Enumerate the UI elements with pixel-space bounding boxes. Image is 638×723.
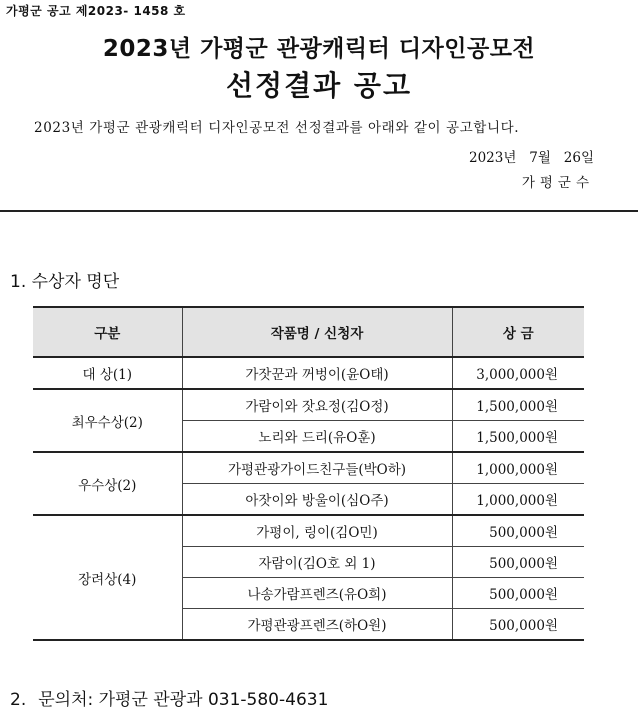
contact-text: 문의처: 가평군 관광과 031-580-4631 <box>38 690 329 710</box>
prize-amount: 1,000,000원 <box>452 452 584 484</box>
intro-text: 2023년 가평군 관광캐릭터 디자인공모전 선정결과를 아래와 같이 공고합니다. <box>34 120 520 136</box>
award-category: 우수상(2) <box>33 452 182 515</box>
award-category: 최우수상(2) <box>33 389 182 452</box>
section-1-heading: 1. 수상자 명단 <box>10 272 120 292</box>
title-line-2: 선정결과 공고 <box>225 69 413 102</box>
work-title: 나송가람프렌즈(유O희) <box>182 578 452 609</box>
work-title: 가평관광프렌즈(하O원) <box>182 609 452 641</box>
prize-amount: 1,000,000원 <box>452 484 584 516</box>
table-row <box>33 389 584 421</box>
prize-amount: 500,000원 <box>452 578 584 609</box>
prize-amount: 500,000원 <box>452 515 584 547</box>
header-work: 작품명 / 신청자 <box>182 307 452 357</box>
prize-amount: 1,500,000원 <box>452 421 584 453</box>
work-title: 아잣이와 방울이(심O주) <box>182 484 452 516</box>
work-title: 가평이, 링이(김O민) <box>182 515 452 547</box>
table-header-row <box>33 307 584 357</box>
header-prize: 상 금 <box>452 307 584 357</box>
prize-amount: 1,500,000원 <box>452 389 584 421</box>
awards-table <box>33 306 584 641</box>
work-title: 자람이(김O호 외 1) <box>182 547 452 578</box>
table-row <box>33 452 584 484</box>
work-title: 가평관광가이드친구들(박O하) <box>182 452 452 484</box>
notice-number: 가평군 공고 제2023- 1458 호 <box>6 4 186 18</box>
work-title: 가람이와 잣요정(김O정) <box>182 389 452 421</box>
award-category: 대 상(1) <box>33 357 182 389</box>
issuer: 가평군수 <box>521 175 594 191</box>
section-2-number: 2. <box>10 690 27 710</box>
prize-amount: 500,000원 <box>452 547 584 578</box>
work-title: 가잣꾼과 꺼벙이(윤O태) <box>182 357 452 389</box>
notice-date: 2023년 7월 26일 <box>469 150 594 166</box>
award-category: 장려상(4) <box>33 515 182 640</box>
header-divider <box>0 210 638 212</box>
prize-amount: 500,000원 <box>452 609 584 641</box>
table-row <box>33 357 584 389</box>
section-2-contact <box>10 685 340 710</box>
table-row <box>33 515 584 547</box>
work-title: 노리와 드리(유O훈) <box>182 421 452 453</box>
title-line-1: 2023년 가평군 관광캐릭터 디자인공모전 <box>102 36 536 62</box>
prize-amount: 3,000,000원 <box>452 357 584 389</box>
header-category: 구분 <box>33 307 182 357</box>
